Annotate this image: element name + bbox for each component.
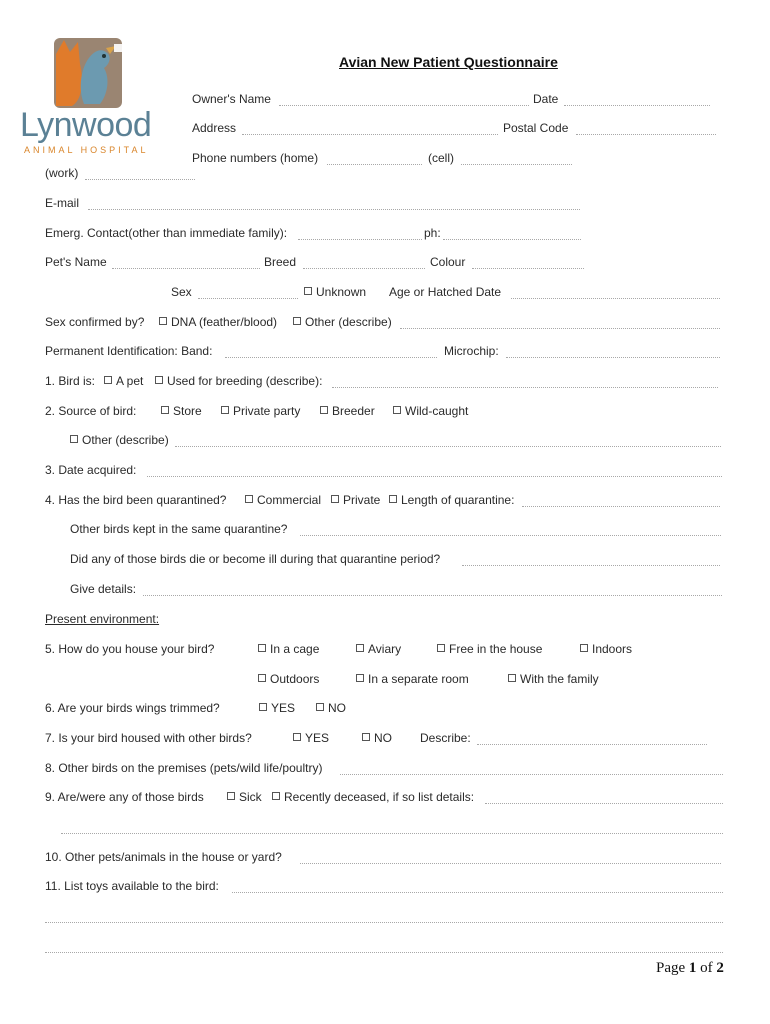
dna-label: DNA (feather/blood) (171, 315, 278, 329)
date-field[interactable] (564, 105, 710, 106)
q6-no-label: NO (328, 701, 346, 715)
q5-separate-option[interactable] (356, 672, 469, 686)
sex-other-option[interactable] (293, 315, 392, 329)
checkbox-icon[interactable] (221, 406, 229, 414)
q2-private-option[interactable] (221, 404, 300, 418)
q5-aviary-option[interactable] (356, 642, 401, 656)
sex-other-label: Other (describe) (305, 315, 392, 329)
q4-die-ill-label: Did any of those birds die or become ill during that quarantine period? (70, 552, 441, 566)
q9-deceased-label: Recently deceased, if so list details: (284, 790, 475, 804)
q8-field[interactable] (340, 774, 723, 775)
q5-family-label: With the family (520, 672, 599, 686)
q1-label: 1. Bird is: (45, 374, 96, 388)
checkbox-icon[interactable] (389, 495, 397, 503)
colour-field[interactable] (472, 268, 584, 269)
q11-label: 11. List toys available to the bird: (45, 879, 219, 893)
checkbox-icon[interactable] (362, 733, 370, 741)
q9-label: 9. Are/were any of those birds (45, 790, 204, 804)
q10-field[interactable] (300, 863, 721, 864)
phone-home-field[interactable] (327, 164, 422, 165)
email-field[interactable] (88, 209, 580, 210)
form-title: Avian New Patient Questionnaire (339, 54, 558, 70)
checkbox-icon[interactable] (331, 495, 339, 503)
q7-describe-label: Describe: (420, 731, 471, 745)
microchip-field[interactable] (506, 357, 720, 358)
q7-yes-label: YES (305, 731, 330, 745)
q9-details-field-2[interactable] (61, 833, 723, 834)
sex-other-field[interactable] (400, 328, 720, 329)
phone-cell-field[interactable] (461, 164, 572, 165)
checkbox-icon[interactable] (258, 674, 266, 682)
q1-breeding-option[interactable] (155, 374, 322, 388)
q5-free-option[interactable] (437, 642, 542, 656)
checkbox-icon[interactable] (104, 376, 112, 384)
page-total: 2 (716, 960, 724, 976)
checkbox-icon[interactable] (356, 674, 364, 682)
q9-details-field[interactable] (485, 803, 723, 804)
q2-wild-label: Wild-caught (405, 404, 469, 418)
emergency-phone-label: ph: (424, 226, 441, 240)
q4-details-label: Give details: (70, 582, 137, 596)
email-label: E-mail (45, 196, 80, 210)
q4-length-label: Length of quarantine: (401, 493, 515, 507)
checkbox-icon[interactable] (393, 406, 401, 414)
q2-label: 2. Source of bird: (45, 404, 137, 418)
q4-details-field[interactable] (143, 595, 722, 596)
present-environment-heading: Present environment: (45, 612, 160, 626)
q1-pet-option[interactable] (104, 374, 143, 388)
checkbox-icon[interactable] (356, 644, 364, 652)
q9-deceased-option[interactable] (272, 790, 474, 804)
q4-private-option[interactable] (331, 493, 380, 507)
sex-field[interactable] (198, 298, 298, 299)
postal-code-field[interactable] (576, 134, 716, 135)
phone-home-label: Phone numbers (home) (192, 151, 319, 165)
sex-unknown-label: Unknown (316, 285, 367, 299)
q5-indoors-label: Indoors (592, 642, 633, 656)
page-current: 1 (688, 960, 697, 976)
q5-cage-label: In a cage (270, 642, 320, 656)
sex-confirmed-label: Sex confirmed by? (45, 315, 145, 329)
q5-aviary-label: Aviary (368, 642, 402, 656)
date-label: Date (533, 92, 559, 106)
q7-label: 7. Is your bird housed with other birds? (45, 731, 252, 745)
q2-store-label: Store (173, 404, 202, 418)
owner-name-label: Owner's Name (192, 92, 271, 106)
q9-sick-option[interactable] (227, 790, 262, 804)
q2-other-option[interactable] (70, 433, 169, 447)
checkbox-icon[interactable] (258, 644, 266, 652)
breed-field[interactable] (303, 268, 425, 269)
q2-breeder-label: Breeder (332, 404, 375, 418)
q1-pet-label: A pet (116, 374, 144, 388)
of-word: of (700, 960, 713, 976)
q4-length-field[interactable] (522, 506, 720, 507)
checkbox-icon[interactable] (227, 792, 235, 800)
q7-yes-option[interactable] (293, 731, 329, 745)
q1-breeding-label: Used for breeding (describe): (167, 374, 323, 388)
q4-length-option[interactable] (389, 493, 514, 507)
checkbox-icon[interactable] (508, 674, 516, 682)
checkbox-icon[interactable] (580, 644, 588, 652)
checkbox-icon[interactable] (161, 406, 169, 414)
q9-sick-label: Sick (239, 790, 262, 804)
checkbox-icon[interactable] (320, 406, 328, 414)
q4-commercial-option[interactable] (245, 493, 321, 507)
postal-code-label: Postal Code (503, 121, 569, 135)
checkbox-icon[interactable] (245, 495, 253, 503)
checkbox-icon[interactable] (155, 376, 163, 384)
q2-breeder-option[interactable] (320, 404, 375, 418)
q6-label: 6. Are your birds wings trimmed? (45, 701, 220, 715)
q11-field-3[interactable] (45, 952, 723, 953)
q5-label: 5. How do you house your bird? (45, 642, 215, 656)
q1-breeding-field[interactable] (332, 387, 718, 388)
emergency-contact-label: Emerg. Contact(other than immediate family): (45, 226, 288, 240)
q2-private-label: Private party (233, 404, 301, 418)
phone-cell-label: (cell) (428, 151, 454, 165)
q6-yes-option[interactable] (259, 701, 295, 715)
q5-separate-label: In a separate room (368, 672, 469, 686)
q2-other-label: Other (describe) (82, 433, 169, 447)
q2-other-field[interactable] (175, 446, 721, 447)
checkbox-icon[interactable] (70, 435, 78, 443)
q3-label: 3. Date acquired: (45, 463, 137, 477)
checkbox-icon[interactable] (293, 733, 301, 741)
phone-work-field[interactable] (85, 179, 195, 180)
perm-id-band-label: Permanent Identification: Band: (45, 344, 213, 358)
logo-subtitle: ANIMAL HOSPITAL (24, 145, 149, 155)
page-number (656, 960, 724, 977)
page-word: Page (656, 960, 686, 976)
sex-unknown-option[interactable] (304, 285, 366, 299)
q11-field[interactable] (232, 892, 723, 893)
age-label: Age or Hatched Date (389, 285, 502, 299)
q7-describe-field[interactable] (477, 744, 707, 745)
dna-option[interactable] (159, 315, 277, 329)
breed-label: Breed (264, 255, 297, 269)
emergency-phone-field[interactable] (443, 239, 581, 240)
q4-label: 4. Has the bird been quarantined? (45, 493, 227, 507)
q4-commercial-label: Commercial (257, 493, 322, 507)
checkbox-icon[interactable] (259, 703, 267, 711)
logo-wordmark: Lynwood (20, 106, 152, 144)
q5-outdoors-label: Outdoors (270, 672, 320, 686)
q5-outdoors-option[interactable] (258, 672, 319, 686)
q2-store-option[interactable] (161, 404, 202, 418)
checkbox-icon[interactable] (293, 317, 301, 325)
q6-yes-label: YES (271, 701, 296, 715)
colour-label: Colour (430, 255, 466, 269)
q5-free-label: Free in the house (449, 642, 543, 656)
q10-label: 10. Other pets/animals in the house or yard? (45, 850, 282, 864)
pet-name-field[interactable] (112, 268, 260, 269)
checkbox-icon[interactable] (437, 644, 445, 652)
address-field[interactable] (242, 134, 498, 135)
address-label: Address (192, 121, 237, 135)
q7-no-option[interactable] (362, 731, 392, 745)
q7-no-label: NO (374, 731, 392, 745)
owner-name-field[interactable] (279, 105, 529, 106)
q5-cage-option[interactable] (258, 642, 319, 656)
band-field[interactable] (225, 357, 437, 358)
q4-private-label: Private (343, 493, 381, 507)
age-field[interactable] (511, 298, 720, 299)
q4-die-ill-field[interactable] (462, 565, 720, 566)
emergency-contact-field[interactable] (298, 239, 422, 240)
checkbox-icon[interactable] (304, 287, 312, 295)
checkbox-icon[interactable] (316, 703, 324, 711)
pet-name-label: Pet's Name (45, 255, 107, 269)
checkbox-icon[interactable] (159, 317, 167, 325)
q8-label: 8. Other birds on the premises (pets/wild life/poultry) (45, 761, 323, 775)
sex-label: Sex (171, 285, 192, 299)
q4-other-birds-field[interactable] (300, 535, 721, 536)
q3-field[interactable] (147, 476, 722, 477)
q11-field-2[interactable] (45, 922, 723, 923)
q6-no-option[interactable] (316, 701, 346, 715)
q5-indoors-option[interactable] (580, 642, 632, 656)
microchip-label: Microchip: (444, 344, 499, 358)
q4-other-birds-label: Other birds kept in the same quarantine? (70, 522, 288, 536)
checkbox-icon[interactable] (272, 792, 280, 800)
q2-wild-option[interactable] (393, 404, 468, 418)
q5-family-option[interactable] (508, 672, 599, 686)
phone-work-label: (work) (45, 166, 79, 180)
